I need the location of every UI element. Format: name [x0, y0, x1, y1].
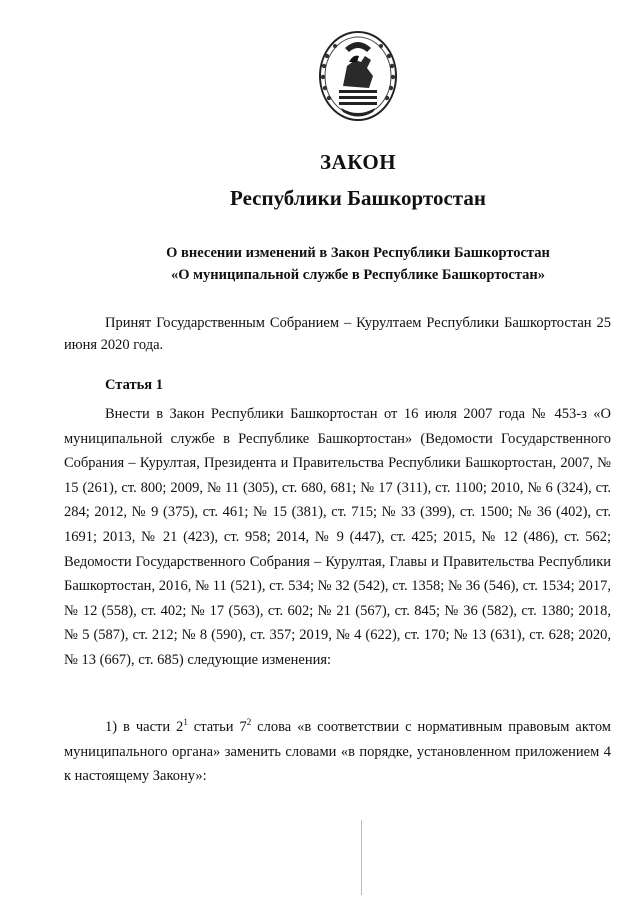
- adoption-statement: Принят Государственным Собранием – Курултаем Республики Башкортостан 25 июня 2020 года.: [64, 315, 611, 353]
- law-subtitle: Республики Башкортостан: [230, 186, 486, 210]
- item-text: слова «в соответствии с нормативным правовым актом муниципального органа» заменить словами «в порядке, установленном приложением 4 к настоящему Закону»:: [64, 719, 611, 785]
- amendment-item-1: [64, 715, 611, 789]
- article-superscript: 2: [246, 717, 252, 728]
- item-article-word: статьи 7: [187, 719, 247, 735]
- part-superscript: 1: [183, 717, 188, 728]
- article-heading: Статья 1: [105, 377, 163, 393]
- subject-line-1: О внесении изменений в Закон Республики Башкортостан: [166, 245, 550, 261]
- subject-line-2: «О муниципальной службе в Республике Башкортостан»: [170, 267, 546, 283]
- law-title: ЗАКОН: [319, 150, 397, 174]
- coat-of-arms-emblem: [315, 26, 401, 124]
- article-paragraph: Внести в Закон Республики Башкортостан от 16 июля 2007 года № 453-з «О муниципальной службе в Республике Башкортостан» (Ведомости Государственного Собрания – Курултая, Президента и Правительства Республики Башкортостан, 2007, № 15 (261), ст. 800; 2009, № 11 (305), ст. 680, 681; № 17 (311), ст. 1100; 2010, № 6 (324), ст. 284; 2012, № 9 (375), ст. 461; № 15 (381), ст. 715; № 33 (399), ст. 1500; № 36 (402), ст. 1691; 2013, № 21 (423), ст. 958; 2014, № 9 (447), ст. 425; 2015, № 12 (486), ст. 562; Ведомости Государственного Собрания – Курултая, Главы и Правительства Республики Башкортостан, 2016, № 11 (521), ст. 534; № 32 (542), ст. 1358; № 36 (546), ст. 1534; 2017, № 12 (558), ст. 402; № 17 (563), ст. 602; № 21 (567), ст. 845; № 36 (582), ст. 1380; 2018, № 5 (587), ст. 212; № 8 (590), ст. 357; 2019, № 4 (622), ст. 170; № 13 (631), ст. 628; 2020, № 13 (667), ст. 685) следующие изменения:: [64, 406, 611, 668]
- item-number: 1) в части 2: [105, 719, 184, 735]
- scan-artifact-line: [361, 820, 362, 895]
- law-subject: [0, 242, 640, 286]
